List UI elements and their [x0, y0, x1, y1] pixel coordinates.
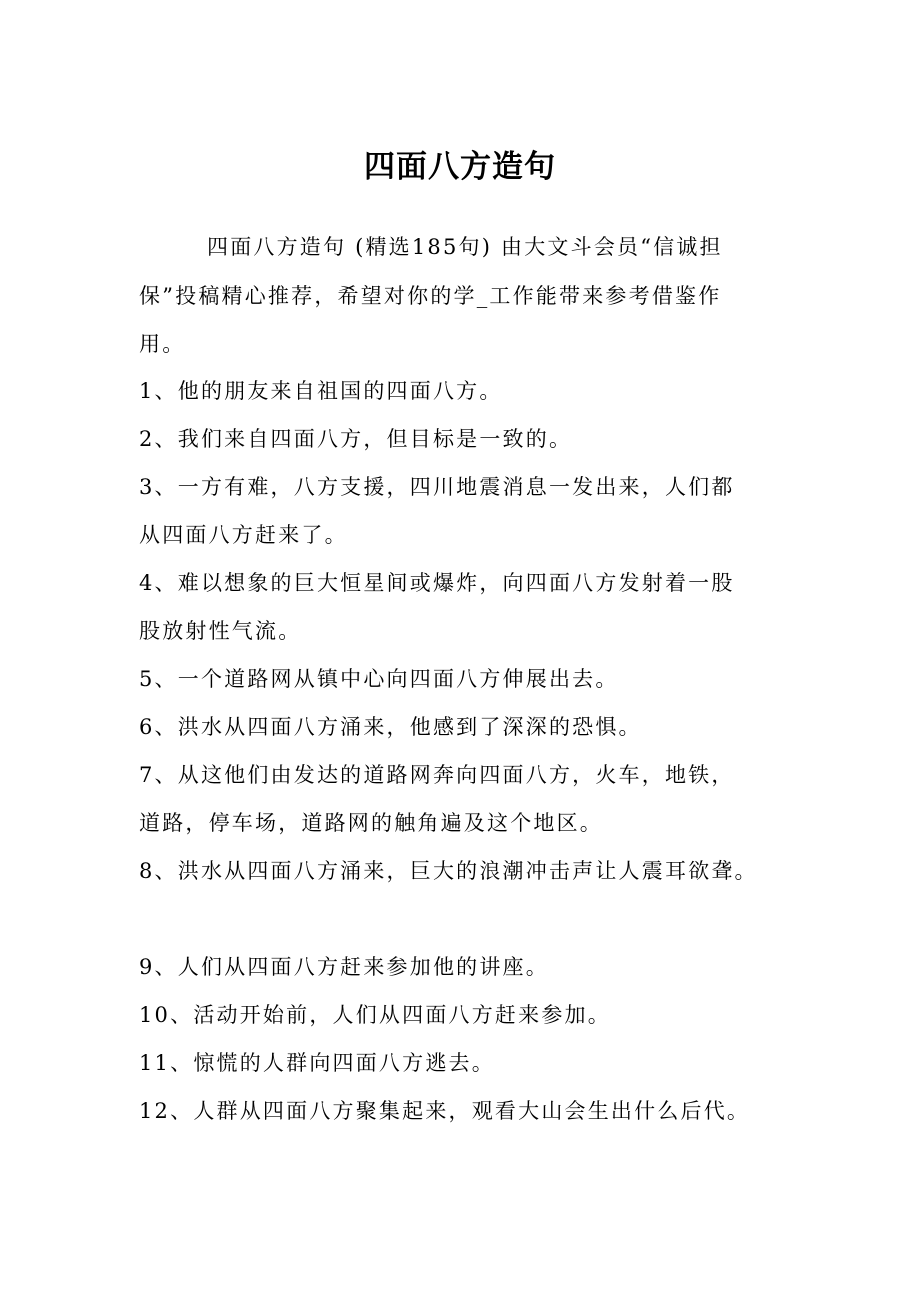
intro-line: 保”投稿精心推荐，希望对你的学_工作能带来参考借鉴作 [139, 284, 722, 308]
sentence-item-10: 10、活动开始前，人们从四面八方赶来参加。 [139, 1003, 611, 1027]
sentence-item-2: 2、我们来自四面八方，但目标是一致的。 [139, 427, 573, 451]
sentence-item-4-cont: 股放射性气流。 [139, 619, 302, 643]
intro-line: 四面八方造句 (精选185句) 由大文斗会员“信诚担 [207, 235, 723, 259]
intro-line: 用。 [139, 332, 186, 356]
sentence-item-6: 6、洪水从四面八方涌来，他感到了深深的恐惧。 [139, 715, 642, 739]
sentence-item-4: 4、难以想象的巨大恒星间或爆炸，向四面八方发射着一股 [139, 571, 735, 595]
sentence-item-3: 3、一方有难，八方支援，四川地震消息一发出来，人们都 [139, 475, 735, 499]
sentence-item-9: 9、人们从四面八方赶来参加他的讲座。 [139, 955, 549, 979]
sentence-item-3-cont: 从四面八方赶来了。 [139, 523, 348, 547]
sentence-item-8: 8、洪水从四面八方涌来，巨大的浪潮冲击声让人震耳欲聋。 [139, 859, 758, 883]
sentence-item-1: 1、他的朋友来自祖国的四面八方。 [139, 379, 503, 403]
sentence-item-5: 5、一个道路网从镇中心向四面八方伸展出去。 [139, 667, 619, 691]
sentence-item-7-cont: 道路，停车场，道路网的触角遍及这个地区。 [139, 811, 603, 835]
document-title: 四面八方造句 [364, 149, 556, 185]
sentence-item-12: 12、人群从四面八方聚集起来，观看大山会生出什么后代。 [139, 1099, 751, 1123]
sentence-item-11: 11、惊慌的人群向四面八方逃去。 [139, 1051, 495, 1075]
sentence-item-7: 7、从这他们由发达的道路网奔向四面八方，火车，地铁， [139, 763, 735, 787]
